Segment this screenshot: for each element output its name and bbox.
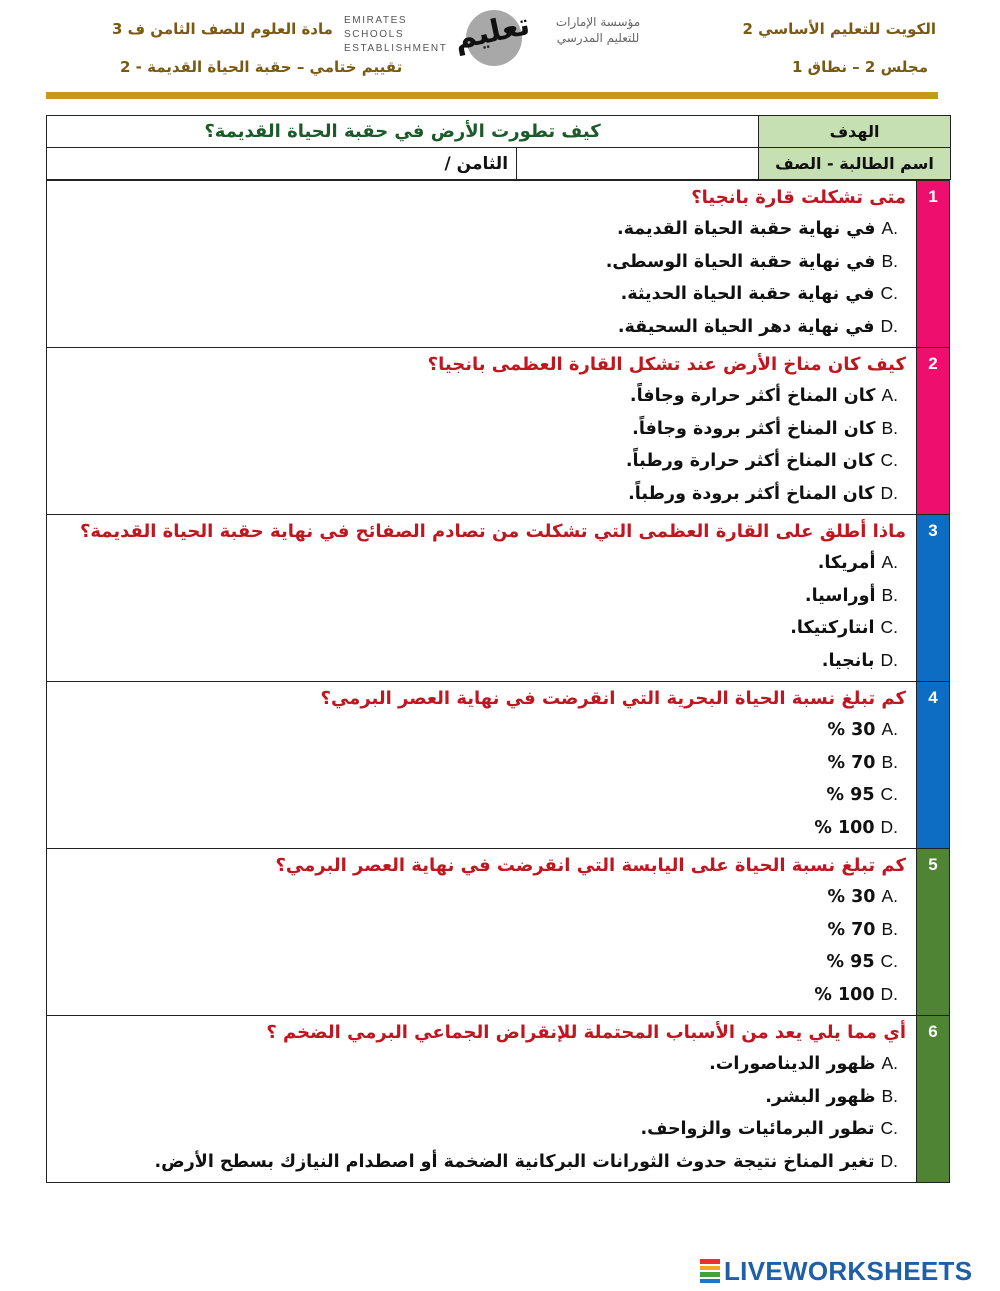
option-text: بانجيا. — [821, 650, 875, 671]
question-cell — [47, 1016, 917, 1183]
option-letter: B. — [881, 751, 898, 772]
option-letter: A. — [881, 552, 898, 572]
liveworksheets-badge-icon — [700, 1258, 720, 1284]
option-letter: C. — [880, 617, 898, 637]
option-text: 95 % — [826, 785, 875, 805]
option-letter: D. — [880, 983, 898, 1004]
question-row — [47, 515, 950, 682]
student-name-label: اسم الطالبة - الصف — [759, 148, 951, 180]
question-row — [47, 348, 950, 515]
logo-en-line1: EMIRATES SCHOOLS — [344, 15, 408, 40]
answer-option[interactable] — [57, 779, 906, 812]
question-number: 1 — [917, 181, 950, 348]
goal-text: كيف تطورت الأرض في حقبة الحياة القديمة؟ — [47, 116, 759, 148]
option-text: 95 % — [826, 952, 875, 972]
worksheet-table — [46, 115, 951, 180]
answer-option[interactable] — [57, 445, 906, 478]
option-text: انتاركتيكا. — [790, 618, 875, 638]
option-letter: D. — [880, 1150, 898, 1171]
option-text: في نهاية حقبة الحياة القديمة. — [617, 219, 876, 239]
student-name-field[interactable] — [517, 148, 759, 180]
option-letter: B. — [881, 250, 898, 271]
option-text: ظهور الديناصورات. — [709, 1054, 876, 1074]
header-divider — [46, 92, 938, 99]
emirates-schools-logo-text — [344, 14, 449, 56]
answer-option[interactable] — [57, 1081, 906, 1114]
badge-stripe — [700, 1259, 720, 1264]
question-cell — [47, 682, 917, 849]
answer-option[interactable] — [57, 213, 906, 246]
answer-option[interactable] — [57, 645, 906, 678]
question-row — [47, 849, 950, 1016]
question-text: كم تبلغ نسبة الحياة البحرية التي انقرضت في نهاية العصر البرمي؟ — [320, 688, 906, 709]
answer-option[interactable] — [57, 747, 906, 780]
badge-stripe — [700, 1272, 720, 1277]
option-letter: B. — [881, 584, 898, 605]
question-number: 5 — [917, 849, 950, 1016]
answer-option[interactable] — [57, 413, 906, 446]
question-number: 4 — [917, 682, 950, 849]
option-text: في نهاية حقبة الحياة الوسطى. — [605, 251, 876, 272]
answer-option[interactable] — [57, 246, 906, 279]
answer-option[interactable] — [57, 946, 906, 979]
option-text: في نهاية دهر الحياة السحيقة. — [617, 316, 875, 337]
option-text: تغير المناخ نتيجة حدوث الثورانات البركانية الضخمة أو اصطدام النيازك بسطح الأرض. — [154, 1151, 875, 1172]
question-cell — [47, 849, 917, 1016]
answer-option[interactable] — [57, 812, 906, 845]
question-cell — [47, 348, 917, 515]
badge-stripe — [700, 1266, 720, 1271]
option-text: كان المناخ أكثر حرارة وجافاً. — [629, 386, 876, 406]
option-text: 30 % — [827, 887, 876, 907]
option-text: أوراسيا. — [804, 585, 876, 606]
logo-en-line2: ESTABLISHMENT — [344, 43, 448, 54]
goal-row — [47, 116, 951, 148]
option-letter: B. — [881, 1085, 898, 1106]
school-name: الكويت للتعليم الأساسي 2 — [742, 20, 936, 38]
council-zone: مجلس 2 – نطاق 1 — [792, 58, 928, 76]
question-cell — [47, 181, 917, 348]
question-row — [47, 181, 950, 348]
option-text: 70 % — [827, 919, 876, 940]
question-text: كم تبلغ نسبة الحياة على اليابسة التي انقرضت في نهاية العصر البرمي؟ — [275, 855, 906, 876]
option-letter: A. — [881, 719, 898, 739]
answer-option[interactable] — [57, 1113, 906, 1146]
option-text: 100 % — [814, 817, 875, 838]
answer-option[interactable] — [57, 612, 906, 645]
option-letter: A. — [881, 1053, 898, 1073]
option-text: ظهور البشر. — [765, 1086, 876, 1107]
question-row — [47, 682, 950, 849]
question-cell — [47, 515, 917, 682]
answer-option[interactable] — [57, 380, 906, 413]
answer-option[interactable] — [57, 311, 906, 344]
answer-option[interactable] — [57, 278, 906, 311]
answer-option[interactable] — [57, 914, 906, 947]
option-letter: D. — [880, 315, 898, 336]
answer-option[interactable] — [57, 714, 906, 747]
option-letter: D. — [880, 482, 898, 503]
option-text: أمريكا. — [817, 553, 876, 573]
question-number: 2 — [917, 348, 950, 515]
question-text: أي مما يلي يعد من الأسباب المحتملة للإنقراض الجماعي البرمي الضخم ؟ — [266, 1022, 906, 1043]
option-letter: A. — [881, 218, 898, 238]
option-letter: C. — [880, 450, 898, 470]
answer-option[interactable] — [57, 547, 906, 580]
logo-ar-line1: مؤسسة الإمارات — [555, 15, 641, 29]
option-letter: B. — [881, 918, 898, 939]
option-letter: C. — [880, 951, 898, 971]
option-letter: A. — [881, 385, 898, 405]
subject-grade: مادة العلوم للصف الثامن ف 3 — [112, 20, 333, 38]
questions-table — [46, 180, 950, 1183]
answer-option[interactable] — [57, 580, 906, 613]
answer-option[interactable] — [57, 1146, 906, 1179]
option-letter: C. — [880, 283, 898, 303]
question-row — [47, 1016, 950, 1183]
grade-field: الثامن / — [47, 148, 517, 180]
student-row — [47, 148, 951, 180]
option-letter: D. — [880, 816, 898, 837]
logo-ar-line2: للتعليم المدرسي — [556, 31, 640, 45]
option-letter: D. — [880, 649, 898, 670]
option-letter: C. — [880, 784, 898, 804]
option-letter: C. — [880, 1118, 898, 1138]
answer-option[interactable] — [57, 1048, 906, 1081]
questions-container — [46, 180, 950, 1183]
assessment-title: تقييم ختامي – حقبة الحياة القديمة - 2 — [120, 58, 403, 76]
option-text: 100 % — [814, 984, 875, 1005]
option-text: كان المناخ أكثر حرارة ورطباً. — [625, 451, 875, 471]
answer-option[interactable] — [57, 881, 906, 914]
option-text: في نهاية حقبة الحياة الحديثة. — [620, 284, 875, 304]
option-letter: B. — [881, 417, 898, 438]
liveworksheets-logo — [700, 1256, 972, 1286]
option-text: تطور البرمائيات والزواحف. — [640, 1119, 875, 1139]
answer-option[interactable] — [57, 478, 906, 511]
badge-stripe — [700, 1279, 720, 1284]
question-text: ماذا أطلق على القارة العظمى التي تشكلت من تصادم الصفائح في نهاية حقبة الحياة القديمة؟ — [79, 521, 906, 542]
option-text: كان المناخ أكثر برودة وجافاً. — [632, 418, 876, 439]
liveworksheets-brand: LIVEWORKSHEETS — [724, 1255, 973, 1286]
taleem-logo-mark: تعليم — [451, 7, 533, 58]
question-text: كيف كان مناخ الأرض عند تشكل القارة العظمى بانجيا؟ — [427, 354, 906, 375]
option-text: كان المناخ أكثر برودة ورطباً. — [628, 483, 875, 504]
goal-label: الهدف — [759, 116, 951, 148]
answer-option[interactable] — [57, 979, 906, 1012]
question-text: متى تشكلت قارة بانجيا؟ — [691, 187, 906, 208]
question-number: 6 — [917, 1016, 950, 1183]
question-number: 3 — [917, 515, 950, 682]
option-letter: A. — [881, 886, 898, 906]
option-text: 70 % — [827, 752, 876, 773]
emirates-schools-logo-arabic — [548, 14, 648, 46]
option-text: 30 % — [827, 720, 876, 740]
